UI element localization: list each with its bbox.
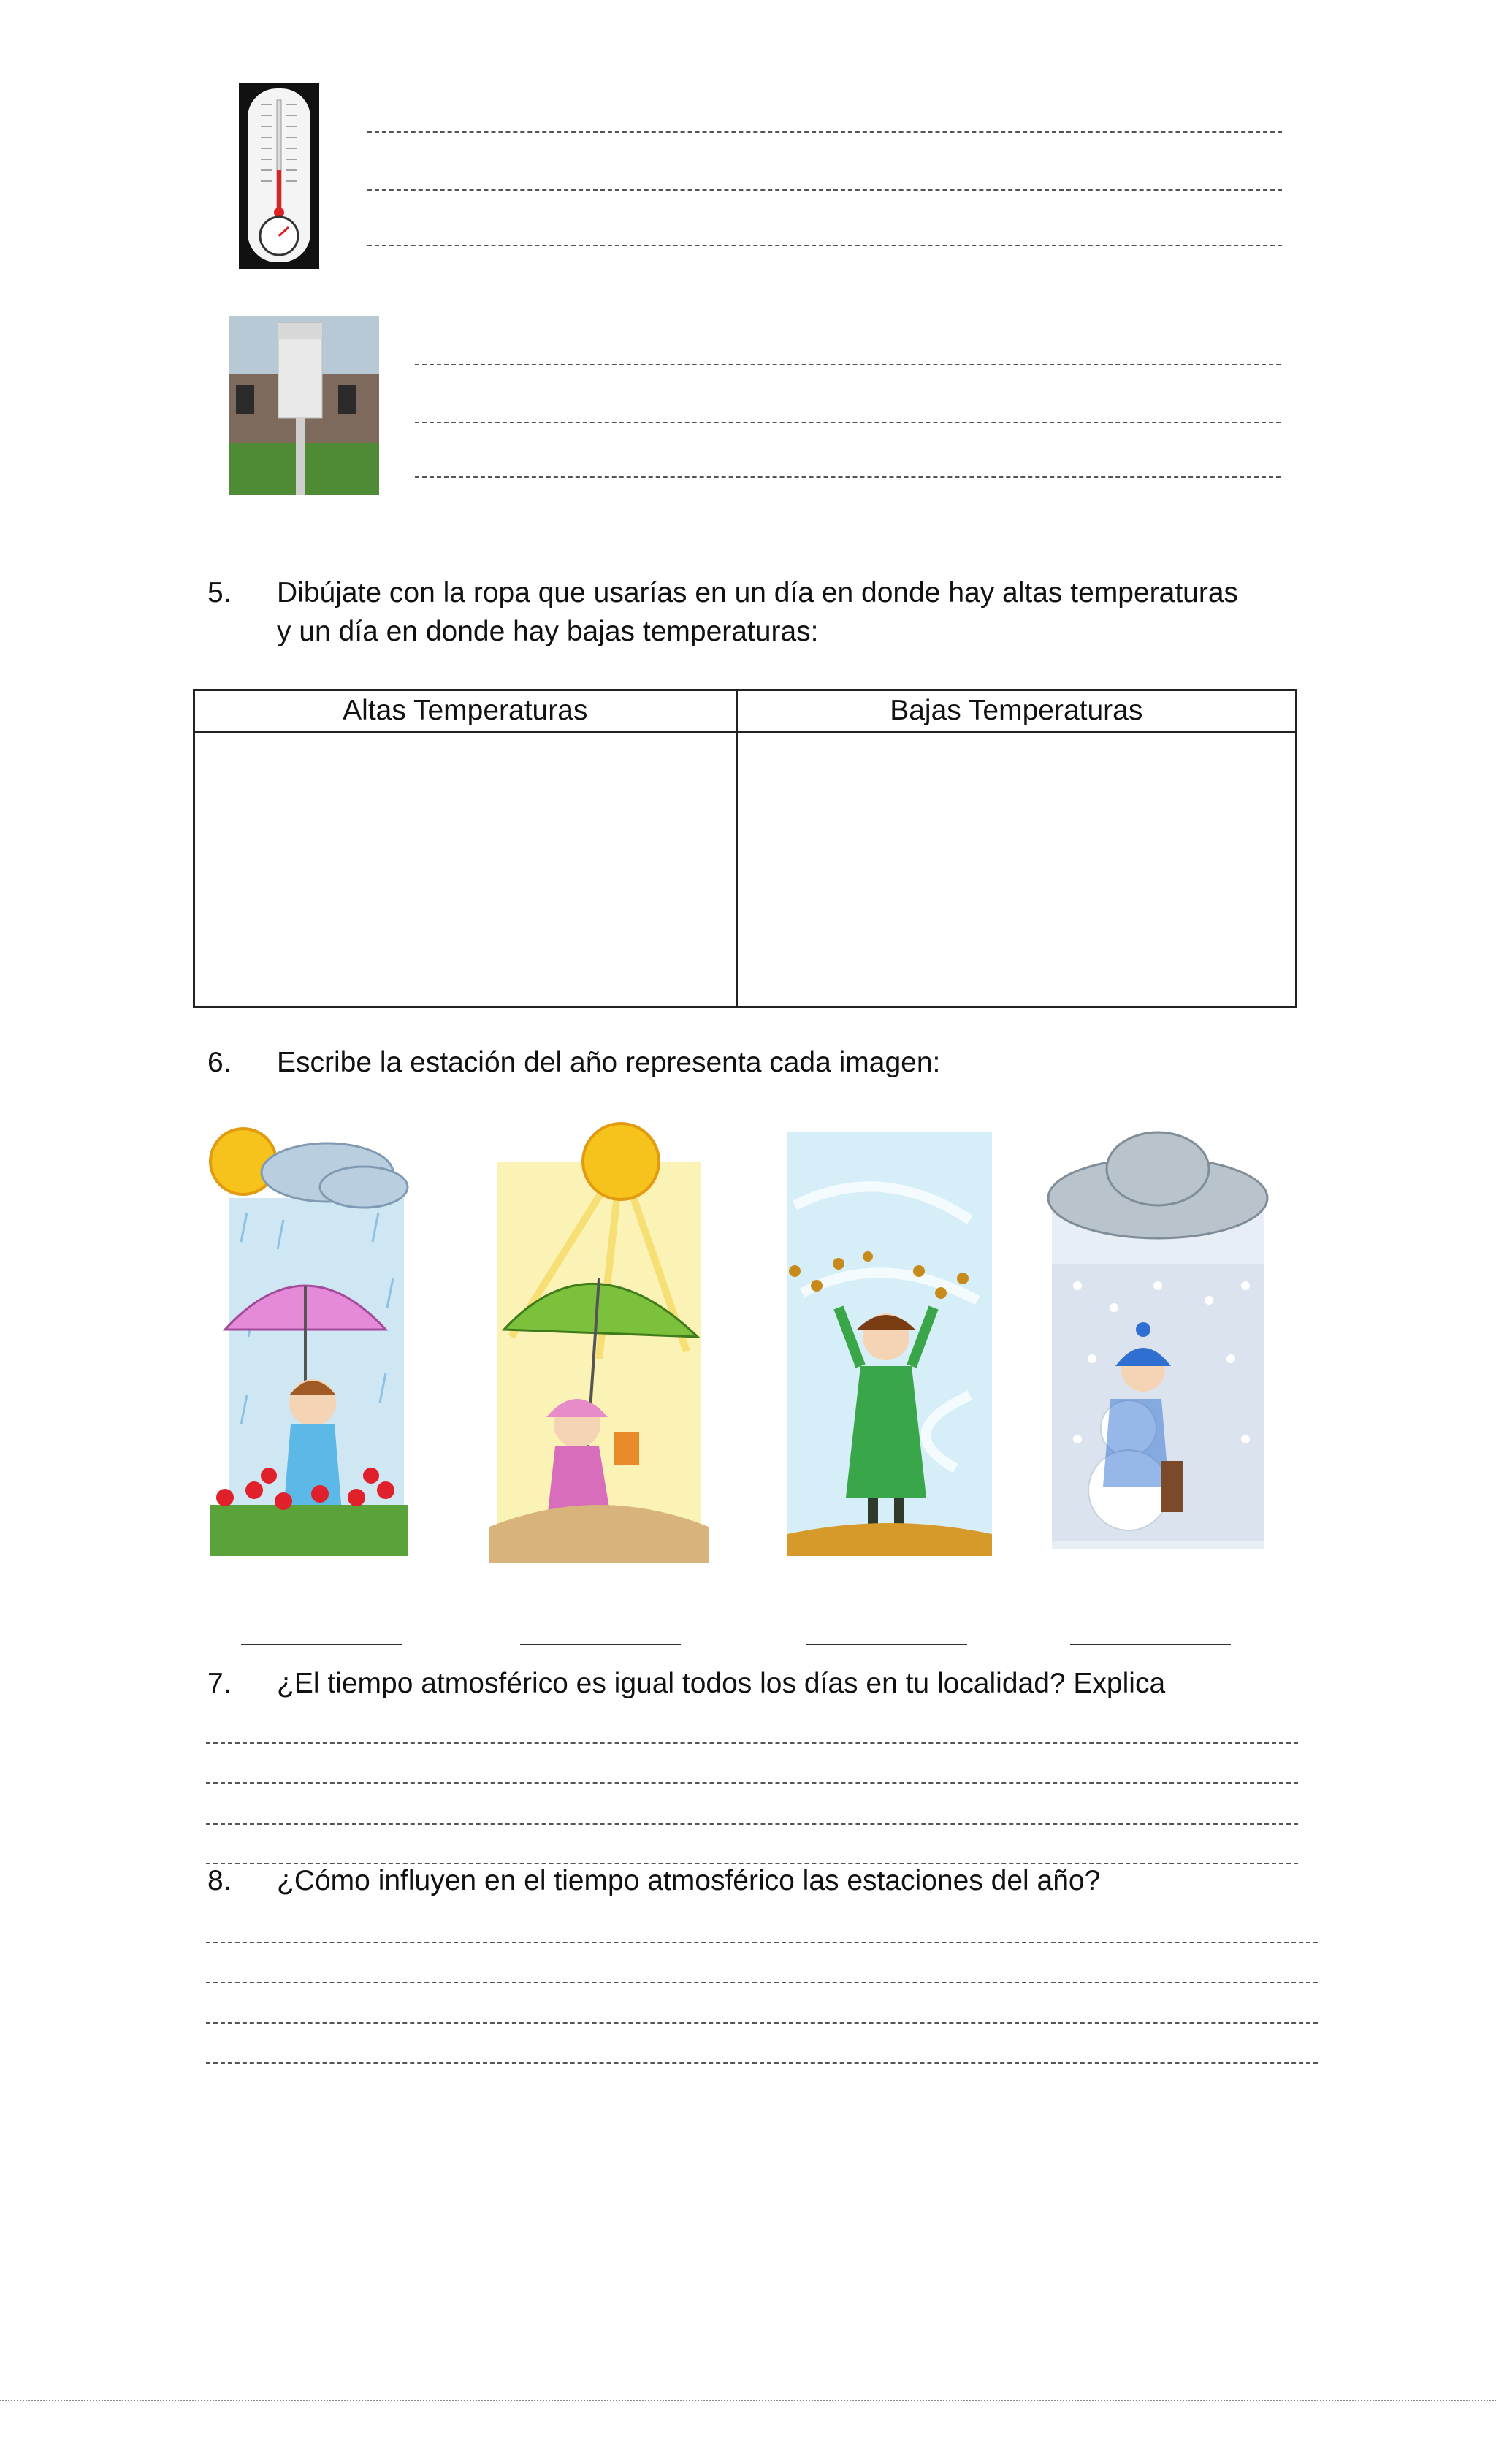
season-answer-blank[interactable] <box>241 1644 402 1645</box>
season-answer-blank[interactable] <box>1070 1644 1231 1645</box>
question-number: 6. <box>207 1047 232 1078</box>
season-image-autumn <box>773 1118 1007 1574</box>
drawing-cell-low[interactable] <box>736 732 1296 1007</box>
question-text: ¿Cómo influyen en el tiempo atmosférico las estaciones del año? <box>277 1865 1101 1896</box>
answer-line[interactable] <box>367 245 1282 246</box>
answer-line[interactable] <box>415 476 1281 478</box>
header-low-temperatures: Bajas Temperaturas <box>736 690 1296 732</box>
thermometer-icon <box>239 83 319 269</box>
question-number: 7. <box>207 1668 232 1699</box>
season-image-summer <box>482 1118 716 1574</box>
question-text: Escribe la estación del año representa cada imagen: <box>277 1047 941 1078</box>
weather-shelter-image <box>229 316 379 495</box>
summer-beach-umbrella-icon <box>482 1118 716 1574</box>
header-high-temperatures: Altas Temperaturas <box>194 690 737 732</box>
answer-line[interactable] <box>206 2062 1318 2064</box>
drawing-cell-high[interactable] <box>194 732 737 1007</box>
answer-line[interactable] <box>367 131 1282 133</box>
season-answer-blank[interactable] <box>806 1644 967 1645</box>
answer-line[interactable] <box>415 422 1281 423</box>
question-number: 8. <box>207 1865 232 1896</box>
answer-line[interactable] <box>206 1982 1318 1983</box>
answer-line[interactable] <box>415 364 1281 365</box>
weather-shelter-icon <box>229 316 379 495</box>
answer-line[interactable] <box>206 1742 1298 1744</box>
season-image-winter <box>1034 1118 1282 1574</box>
answer-line[interactable] <box>367 189 1282 191</box>
season-image-spring <box>196 1118 430 1574</box>
answer-line[interactable] <box>206 2022 1318 2024</box>
page-bottom-divider <box>0 2400 1496 2401</box>
autumn-wind-leaves-icon <box>773 1118 1007 1574</box>
question-text-line1: Dibújate con la ropa que usarías en un día en donde hay altas temperaturas <box>277 577 1239 609</box>
answer-line[interactable] <box>206 1823 1298 1825</box>
spring-rain-umbrella-icon <box>196 1118 430 1574</box>
question-8 <box>207 1861 1303 1901</box>
question-text: ¿El tiempo atmosférico es igual todos los días en tu localidad? Explica <box>277 1668 1166 1699</box>
question-number: 5. <box>207 577 232 609</box>
question-7 <box>207 1664 1303 1704</box>
answer-line[interactable] <box>206 1942 1318 1943</box>
winter-snowman-icon <box>1034 1118 1282 1574</box>
season-answer-blank[interactable] <box>520 1644 681 1645</box>
question-5 <box>207 573 1303 652</box>
question-6 <box>207 1043 1303 1083</box>
question-text-line2: y un día en donde hay bajas temperaturas: <box>277 616 819 647</box>
answer-line[interactable] <box>206 1782 1298 1784</box>
temperature-drawing-table <box>193 689 1297 1008</box>
thermometer-image <box>239 83 319 269</box>
